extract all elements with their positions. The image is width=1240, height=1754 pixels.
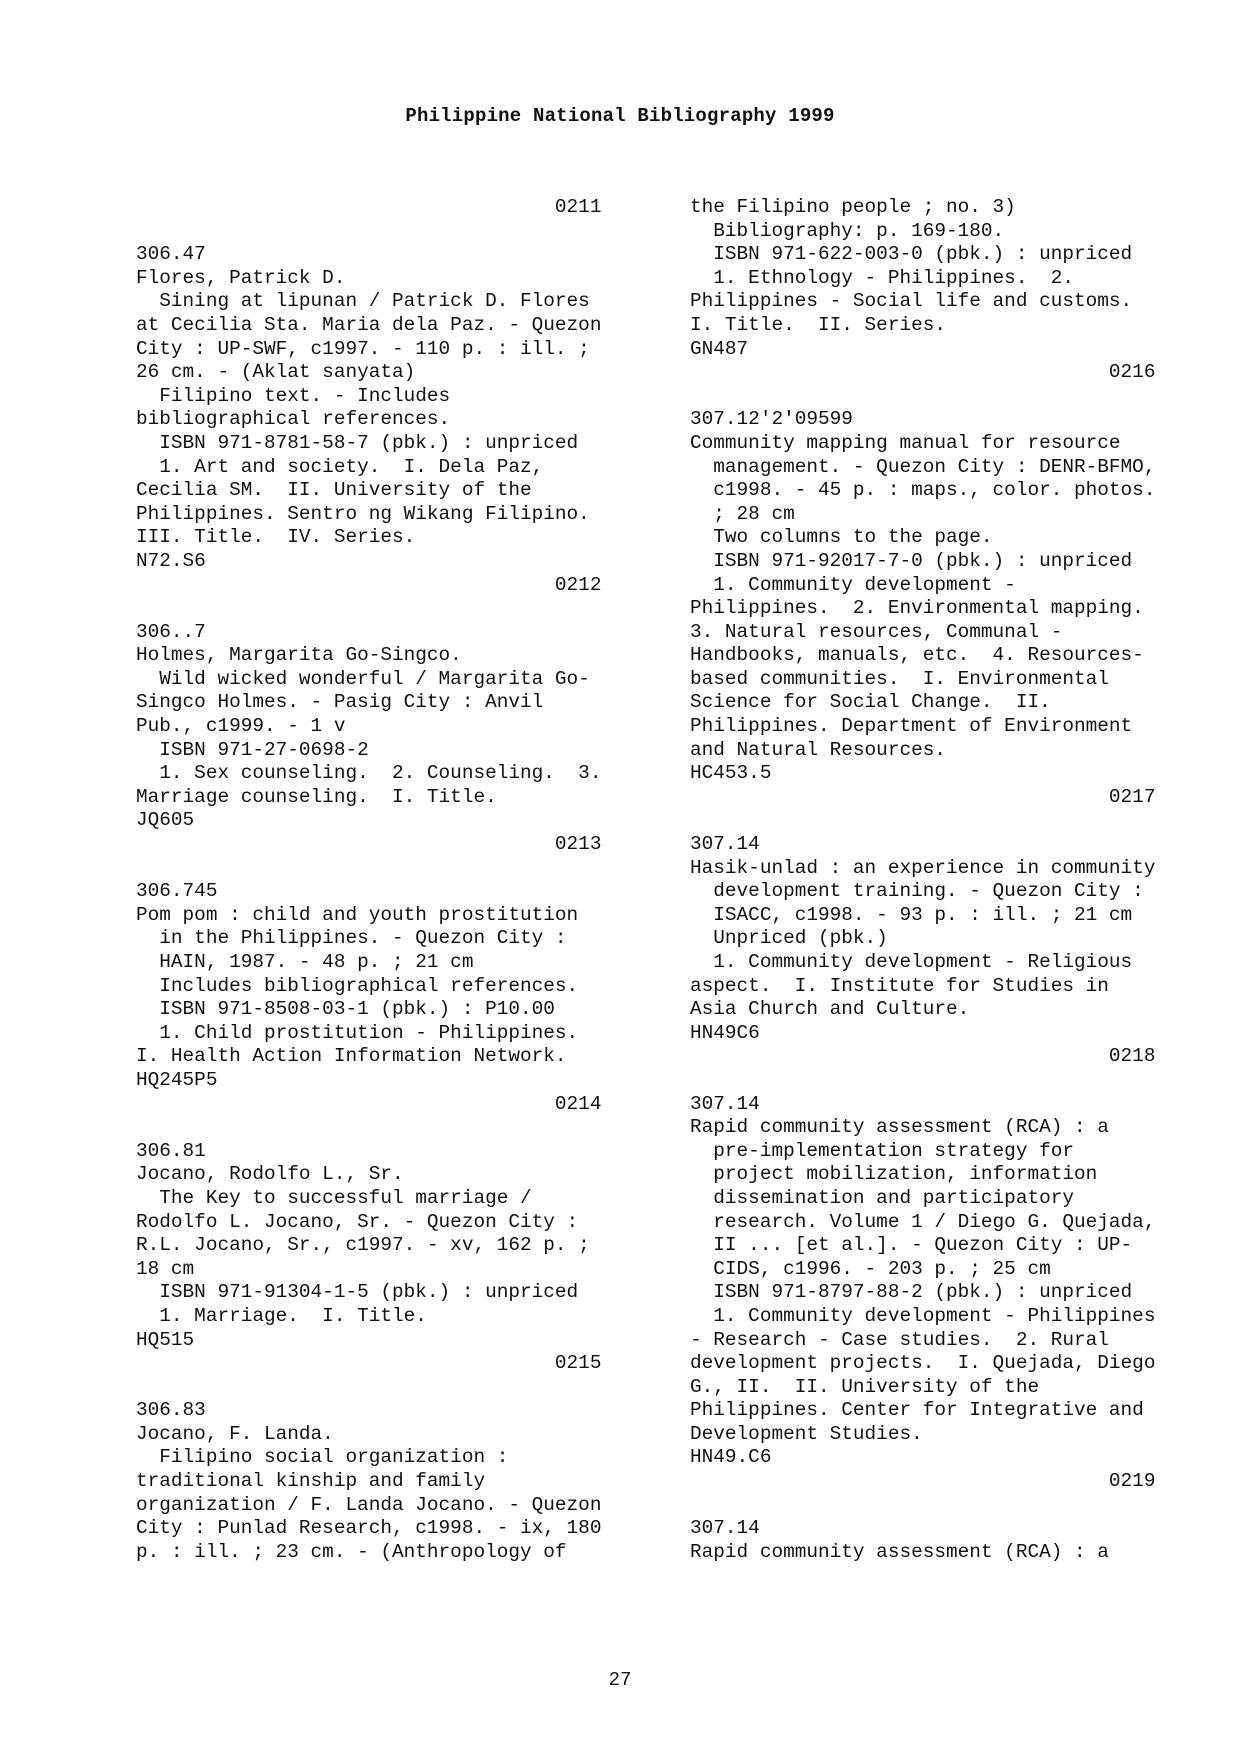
- page-number: 27: [608, 1669, 632, 1691]
- page-title: Philippine National Bibliography 1999: [405, 105, 835, 127]
- left-column-entries: 0211 306.47 Flores, Patrick D. Sining at lipunan / Patrick D. Flores at Cecilia Sta. Maria dela Paz. - Quezon City : UP-SWF, c1997. - 110 p. : ill. ; 26 cm. - (Aklat sanyata) Filipino text. - Includes bibliographical references. ISBN 971-8781-58-7 (pbk.) : unpriced 1. Art and society. I. Dela Paz, Cecilia SM. II. University of the Philippines. Sentro ng Wikang Filipino. III. Title. IV. Series. N72.S6 0212 306..7 Holmes, Margarita Go-Singco. Wild wicked wonderful / Margarita Go- Singco Holmes. - Pasig City : Anvil Pub., c1999. - 1 v ISBN 971-27-0698-2 1. Sex counseling. 2. Counseling. 3. Marriage counseling. I. Title. JQ605 0213 306.745 Pom pom : child and youth prostitution in the Philippines. - Quezon City : HAIN, 1987. - 48 p. ; 21 cm Includes bibliographical references. ISBN 971-8508-03-1 (pbk.) : P10.00 1. Child prostitution - Philippines. I. Health Action Information Network. HQ245P5 0214 306.81 Jocano, Rodolfo L., Sr. The Key to successful marriage / Rodolfo L. Jocano, Sr. - Quezon City : R.L. Jocano, Sr., c1997. - xv, 162 p. ; 18 cm ISBN 971-91304-1-5 (pbk.) : unpriced 1. Marriage. I. Title. HQ515 0215 306.83 Jocano, F. Landa. Filipino social organization : traditional kinship and family organization / F. Landa Jocano. - Quezon City : Punlad Research, c1998. - ix, 180 p. : ill. ; 23 cm. - (Anthropology of: [136, 196, 602, 1563]
- right-column-entries: the Filipino people ; no. 3) Bibliography: p. 169-180. ISBN 971-622-003-0 (pbk.) : unpriced 1. Ethnology - Philippines. 2. Philippines - Social life and customs. I. Title. II. Series. GN487 0216 307.12'2'09599 Community mapping manual for resource management. - Quezon City : DENR-BFMO, c1998. - 45 p. : maps., color. photos. ; 28 cm Two columns to the page. ISBN 971-92017-7-0 (pbk.) : unpriced 1. Community development - Philippines. 2. Environmental mapping. 3. Natural resources, Communal - Handbooks, manuals, etc. 4. Resources- based communities. I. Environmental Science for Social Change. II. Philippines. Department of Environment and Natural Resources. HC453.5 0217 307.14 Hasik-unlad : an experience in community development training. - Quezon City : ISACC, c1998. - 93 p. : ill. ; 21 cm Unpriced (pbk.) 1. Community development - Religious aspect. I. Institute for Studies in Asia Church and Culture. HN49C6 0218 307.14 Rapid community assessment (RCA) : a pre-implementation strategy for project mobilization, information dissemination and participatory research. Volume 1 / Diego G. Quejada, II ... [et al.]. - Quezon City : UP- CIDS, c1996. - 203 p. ; 25 cm ISBN 971-8797-88-2 (pbk.) : unpriced 1. Community development - Philippines - Research - Case studies. 2. Rural development projects. I. Quejada, Diego G., II. II. University of the Philippines. Center for Integrative and Development Studies. HN49.C6 0219 307.14 Rapid community assessment (RCA) : a: [690, 196, 1156, 1563]
